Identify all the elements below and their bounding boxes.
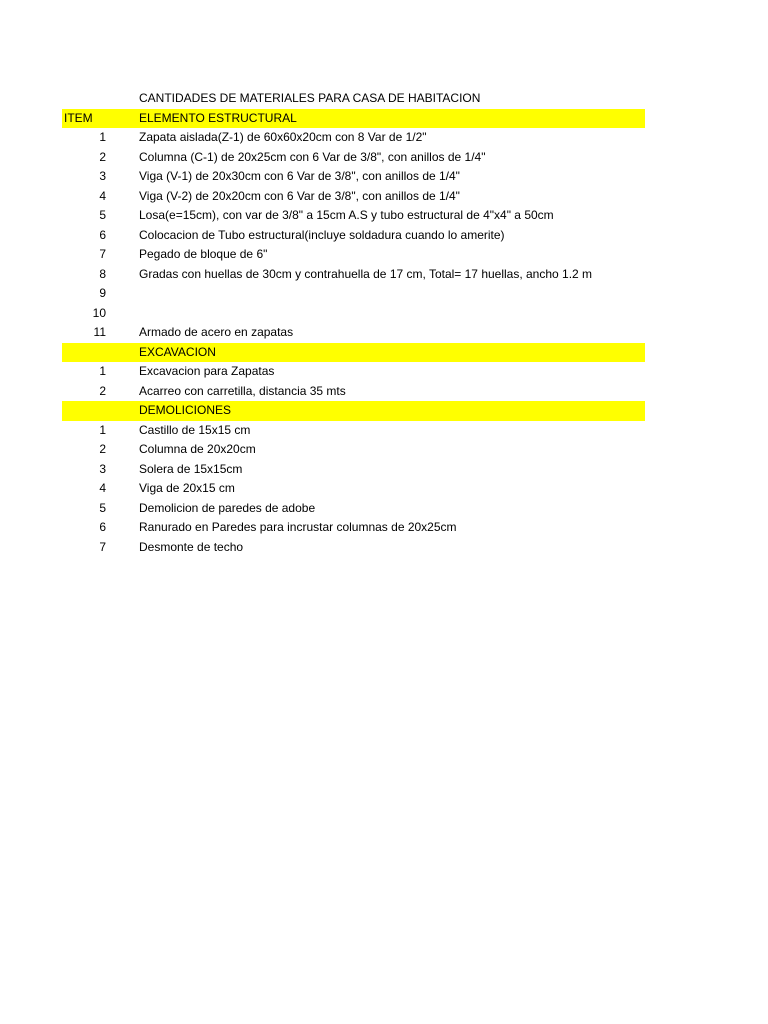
item-number: 1 bbox=[99, 364, 106, 378]
item-description: Losa(e=15cm), con var de 3/8" a 15cm A.S y tubo estructural de 4"x4" a 50cm bbox=[139, 208, 554, 222]
item-description: Columna de 20x20cm bbox=[139, 442, 256, 456]
section-elemento-estructural bbox=[62, 128, 645, 343]
item-number: 3 bbox=[99, 461, 106, 476]
item-description: Zapata aislada(Z-1) de 60x60x20cm con 8 Var de 1/2" bbox=[139, 130, 427, 144]
item-description: Demolicion de paredes de adobe bbox=[139, 500, 316, 515]
item-description: Solera de 15x15cm bbox=[139, 461, 243, 476]
table-row bbox=[62, 284, 645, 304]
item-description: Columna (C-1) de 20x25cm con 6 Var de 3/8", con anillos de 1/4" bbox=[139, 149, 486, 164]
table-row bbox=[62, 245, 645, 265]
item-description: Colocacion de Tubo estructural(incluye soldadura cuando lo amerite) bbox=[139, 227, 505, 242]
item-number: 8 bbox=[99, 266, 106, 281]
item-number: 11 bbox=[93, 325, 106, 339]
item-column-header: ITEM bbox=[64, 110, 93, 125]
section-heading-elemento-estructural: ELEMENTO ESTRUCTURAL bbox=[139, 110, 297, 125]
table-row bbox=[62, 265, 645, 285]
table-row bbox=[62, 499, 645, 519]
item-number: 2 bbox=[99, 149, 106, 164]
table-row bbox=[62, 206, 645, 226]
table-row bbox=[62, 304, 645, 324]
table-row bbox=[62, 226, 645, 246]
item-number: 9 bbox=[99, 286, 106, 300]
item-number: 6 bbox=[99, 520, 106, 534]
table-row bbox=[62, 421, 645, 441]
item-description: Gradas con huellas de 30cm y contrahuella de 17 cm, Total= 17 huellas, ancho 1.2 m bbox=[139, 266, 593, 281]
item-number: 2 bbox=[99, 383, 106, 398]
title-row bbox=[62, 89, 645, 109]
table-row bbox=[62, 479, 645, 499]
item-description: Excavacion para Zapatas bbox=[139, 364, 275, 378]
item-description: Pegado de bloque de 6" bbox=[139, 247, 268, 261]
item-description: Viga de 20x15 cm bbox=[139, 481, 235, 495]
item-number: 7 bbox=[99, 247, 106, 261]
table-row bbox=[62, 362, 645, 382]
item-description: Viga (V-1) de 20x30cm con 6 Var de 3/8", con anillos de 1/4" bbox=[139, 169, 460, 183]
table-row bbox=[62, 128, 645, 148]
section-header-row bbox=[62, 343, 645, 363]
item-number: 7 bbox=[99, 539, 106, 554]
table-row bbox=[62, 460, 645, 480]
item-number: 4 bbox=[99, 188, 106, 203]
item-number: 5 bbox=[99, 208, 106, 222]
section-heading-demoliciones: DEMOLICIONES bbox=[139, 403, 232, 417]
item-number: 4 bbox=[99, 481, 106, 495]
item-number: 10 bbox=[92, 305, 106, 320]
item-description: Viga (V-2) de 20x20cm con 6 Var de 3/8", con anillos de 1/4" bbox=[139, 188, 460, 203]
item-number: 6 bbox=[99, 227, 106, 242]
table-row bbox=[62, 187, 645, 207]
table-row bbox=[62, 538, 645, 558]
item-description: Ranurado en Paredes para incrustar columnas de 20x25cm bbox=[139, 520, 457, 534]
table-row bbox=[62, 167, 645, 187]
item-number: 1 bbox=[99, 130, 106, 144]
header-row bbox=[62, 109, 645, 129]
item-number: 2 bbox=[99, 442, 106, 456]
item-description: Desmonte de techo bbox=[139, 539, 244, 554]
section-excavacion bbox=[62, 362, 645, 401]
table-row bbox=[62, 323, 645, 343]
spreadsheet bbox=[62, 89, 645, 557]
item-number: 3 bbox=[99, 169, 106, 183]
table-row bbox=[62, 382, 645, 402]
sheet-title: CANTIDADES DE MATERIALES PARA CASA DE HABITACION bbox=[139, 91, 481, 105]
section-header-row bbox=[62, 401, 645, 421]
item-number: 5 bbox=[99, 500, 106, 515]
item-description: Armado de acero en zapatas bbox=[139, 325, 294, 339]
item-description: Castillo de 15x15 cm bbox=[139, 422, 251, 437]
item-description: Acarreo con carretilla, distancia 35 mts bbox=[139, 383, 346, 398]
section-demoliciones bbox=[62, 421, 645, 558]
item-number: 1 bbox=[99, 422, 106, 437]
table-row bbox=[62, 518, 645, 538]
table-row bbox=[62, 440, 645, 460]
section-heading-excavacion: EXCAVACION bbox=[139, 344, 216, 359]
table-row bbox=[62, 148, 645, 168]
